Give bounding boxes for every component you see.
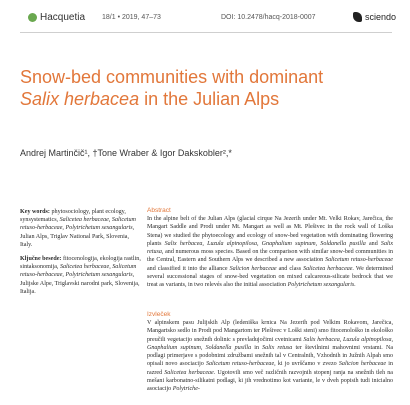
article-title [20, 66, 400, 110]
title-line-2-rest: in the Julian Alps [139, 89, 280, 109]
kljucne-label: Ključne besede: [20, 256, 62, 263]
kljucne-besede: Ključne besede: fitocenologija, ekologija rastlin, sintaksonomija, Salicetea herbaceae, Salicetum retuso-herbaceae, Polytrichetum sexangularis, Julijske Alpe, Triglavski narodni park, Slovenija, Italija. [20, 256, 141, 295]
keywords-column [20, 208, 142, 302]
header-divider [20, 32, 392, 33]
sciendo-logo-icon [353, 12, 362, 22]
izvlecek-text: V alpinskem pasu Julijskih Alp (ledeniška krnica Na Jezerih pod Velkim Rokavom, Jarečica, Mangartsko sedlo in Prodi pod Mangartom ter Plešivec v Loški steni) smo fitocenološko in ekološko preučili vegetacijo snežnih dolinic s prevladujočimi cvetnicami Salix herbacea, Luzula alpinopilosa, Gnaphalium supinum, Soldanella pusilla in Salix retusa ter številnimi mahovnimi vrstami. Na podlagi primerjave s podobnimi združbami snežnih tal v Centralnih, Vzhodnih in Južnih Alpah smo opisali novo asociacijo Salicetum retuso-herbaceae, ki jo uvrščamo v zvezo Salicion herbaceae in razred Salicetea herbaceae. Ugotovili smo več različnih razvojnih stopenj ranja na snežnih tleh na mešani karbonatno-silikatni podlagi, ki jih vrednotimo kot variante, le v dveh popisih tudi inicialno asociacijo Polytriche- [147, 320, 394, 392]
journal-logo-icon [28, 13, 37, 22]
izvlecek-heading: Izvleček [147, 311, 171, 318]
publisher-logo [353, 12, 396, 22]
title-line-1: Snow-bed communities with dominant [20, 67, 324, 87]
author-list: Andrej Martinčič¹, †Tone Wraber & Igor Dakskobler²,* [20, 148, 232, 158]
keywords-label: Key words: [20, 209, 50, 215]
keywords: Key words: phytosociology, plant ecology, synsystematics, Salicetea herbaceae, Salicetum retuso-herbaceae, Polytrichetum sexangularis, Julian Alps, Triglav National Park, Slovenia, Italy. [20, 209, 136, 248]
abstract-heading: Abstract [147, 207, 171, 214]
doi[interactable]: DOI: 10.2478/hacq-2018-0007 [221, 14, 316, 21]
title-species: Salix herbacea [20, 89, 140, 109]
journal-logo [28, 12, 85, 23]
journal-name: Hacquetia [40, 12, 86, 23]
abstract-text: In the alpine belt of the Julian Alps (glacial cirque Na Jezerih under Mt. Velki Rokav, Jarečica, the Mangart Saddle and Prodi under Mt. Mangart as well as Mt. Plešivec in the rock wall of Loška Stena) we studied the phytoecology and ecology of snow-bed vegetation with dominating flowering plants Salix herbacea, Luzula alpinopilosa, Gnaphalium supinum, Soldanella pusilla and Salix retusa, and numerous moss species. Based on the comparison with similar snow-bed communities in the Central, Eastern and Southern Alps we described a new association Salicetum retuso-herbaceae and classified it into the alliance Salicion herbaceae and class Salicetea herbaceae. We determined several successional stages of snow-bed vegetation on mixed calcareous-silicate bedrock that we treat as variants, in two relevés also the initial association Polytrichetum sexangularis. [147, 216, 394, 288]
volume-info: 18/1 • 2019, 47–73 [102, 14, 161, 21]
publisher-name: sciendo [364, 12, 396, 22]
journal-header [8, 12, 402, 26]
